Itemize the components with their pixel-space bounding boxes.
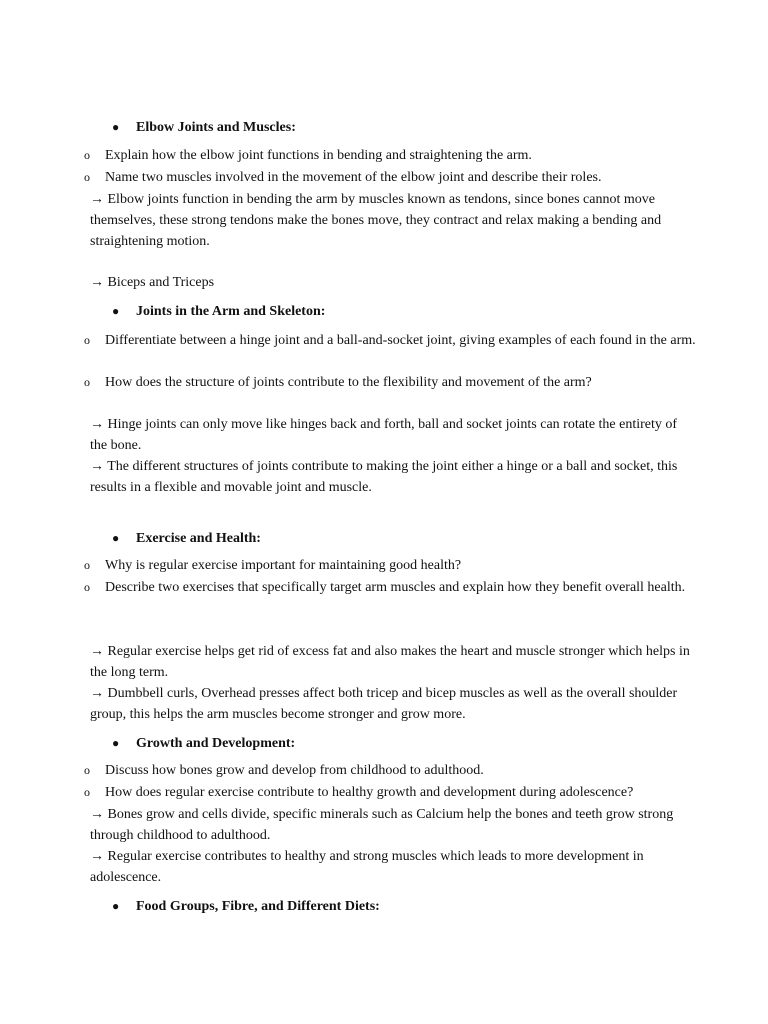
sub-bullet-icon: o <box>84 558 90 572</box>
question-text: Name two muscles involved in the movement of the elbow joint and describe their roles. <box>105 170 602 185</box>
question-item <box>84 167 704 188</box>
heading-text: Exercise and Health: <box>136 531 261 546</box>
question-item <box>84 145 704 166</box>
section-heading <box>112 897 380 916</box>
bullet-icon: ● <box>112 899 120 913</box>
bullet-icon: ● <box>112 120 120 134</box>
answer-text: → Regular exercise helps get rid of excess fat and also makes the heart and muscle stronger which helps in the long term. <box>90 644 690 680</box>
bullet-icon: ● <box>112 736 120 750</box>
heading-text: Food Groups, Fibre, and Different Diets: <box>136 899 380 914</box>
question-text: How does regular exercise contribute to healthy growth and development during adolescence? <box>105 785 634 800</box>
section-heading <box>112 118 296 137</box>
sub-bullet-icon: o <box>84 763 90 777</box>
bullet-icon: ● <box>112 304 120 318</box>
answer-text: → The different structures of joints contribute to making the joint either a hinge or a ball and socket, this results in a flexible and movable joint and muscle. <box>90 459 678 495</box>
heading-text: Growth and Development: <box>136 736 296 751</box>
sub-bullet-icon: o <box>84 333 90 347</box>
question-text: How does the structure of joints contribute to the flexibility and movement of the arm? <box>105 375 592 390</box>
question-item <box>84 330 704 351</box>
section-heading <box>112 529 261 548</box>
bullet-icon: ● <box>112 531 120 545</box>
sub-bullet-icon: o <box>84 375 90 389</box>
answer-text: → Elbow joints function in bending the arm by muscles known as tendons, since bones cannot move themselves, these strong tendons make the bones move, they contract and relax making a bending and straightening motion. <box>90 192 662 249</box>
question-text: Describe two exercises that specifically target arm muscles and explain how they benefit overall health. <box>105 580 686 595</box>
section-heading <box>112 734 295 753</box>
question-item <box>84 782 704 803</box>
section-heading <box>112 302 325 321</box>
question-item <box>84 760 704 781</box>
sub-bullet-icon: o <box>84 148 90 162</box>
question-item <box>84 555 704 576</box>
question-item <box>84 577 704 598</box>
sub-bullet-icon: o <box>84 170 90 184</box>
heading-text: Elbow Joints and Muscles: <box>136 120 296 135</box>
question-text: Differentiate between a hinge joint and a ball-and-socket joint, giving examples of each found in the arm. <box>105 333 696 348</box>
question-item <box>84 372 704 393</box>
sub-bullet-icon: o <box>84 785 90 799</box>
answer-text: → Hinge joints can only move like hinges back and forth, ball and socket joints can rotate the entirety of the bone. <box>90 417 678 453</box>
sub-bullet-icon: o <box>84 580 90 594</box>
answer-text: → Dumbbell curls, Overhead presses affect both tricep and bicep muscles as well as the overall shoulder group, this helps the arm muscles become stronger and grow more. <box>90 686 678 722</box>
question-text: Why is regular exercise important for maintaining good health? <box>105 558 462 573</box>
heading-text: Joints in the Arm and Skeleton: <box>136 304 326 319</box>
answer-text: → Bones grow and cells divide, specific minerals such as Calcium help the bones and teeth grow strong through childhood to adulthood. <box>90 807 674 843</box>
question-text: Discuss how bones grow and develop from childhood to adulthood. <box>105 763 484 778</box>
answer-text: → Regular exercise contributes to healthy and strong muscles which leads to more development in adolescence. <box>90 849 644 885</box>
answer-text: → Biceps and Triceps <box>90 275 215 290</box>
question-text: Explain how the elbow joint functions in bending and straightening the arm. <box>105 148 532 163</box>
